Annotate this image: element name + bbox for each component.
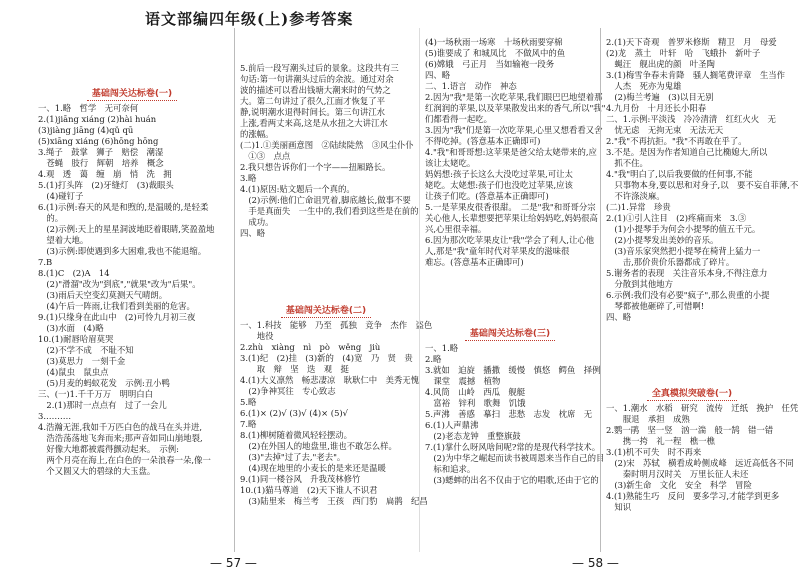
answer-line: 3.就如 迫旋 播撒 缓慢 慎悠 鳄鱼 择例 [425, 365, 601, 375]
answer-line: (5)xiāng xiáng (6)hōng hōng [38, 136, 159, 146]
answer-line: (5)谁要成了 和城凤比 不做风中的鱼 [425, 48, 566, 58]
answer-line: 浩浩荡荡地飞奔而来;那声音如同山崩地裂, [38, 433, 203, 443]
answer-line: 姥吃。太姥想:孩子们也没吃过苹果,应该 [425, 180, 573, 190]
answer-line: 手是真面失 一生中的,我们看到这些是在前的 [240, 206, 419, 216]
answer-line: (2)示例:天上的星星洞波地眨着眼睛,笑盈盈地 [38, 224, 215, 234]
answer-line: 2.(1)天下奇观 普罗米修斯 精卫 月 母爱 [606, 37, 777, 47]
answer-line: 四、略 [425, 70, 451, 80]
answer-line: (2)宋 苏轼 横看成岭侧成峰 远近高低各不同 [606, 458, 794, 468]
answer-line: 上涨,看两丈来高,这是从水扭之大讲江水 [240, 118, 388, 128]
column-4 [606, 0, 799, 576]
answer-line: 4.九月份 十月还长小阳春 [606, 103, 707, 113]
answer-line: 携一挎 礼一程 樵一樵 [606, 436, 715, 446]
answer-line: 分散到其他地方 [606, 279, 673, 289]
answer-line: 6.示例:我们没有必要"疯子",那么贵重的小提 [606, 290, 770, 300]
answer-line: 3.……… [38, 411, 72, 421]
answer-line: 妈妈想:孩子长这么大没吃过苹果,可让太 [425, 169, 573, 179]
answer-line: (3)示例:即使遇到多大困难,我也不能退缩。 [38, 246, 207, 256]
answer-line: (2)"滑溜"改为"到底","就果"改为"后果"。 [38, 279, 201, 289]
answer-line: 三、(一)1.千千万万 明明白白 [38, 389, 154, 399]
answer-line: 句话:第一句讲潮头过后的余波。通过对余 [240, 74, 394, 84]
answer-line: (4)一场秋雨一场寒 十场秋雨要穿棉 [425, 37, 563, 47]
answer-line: (3)水面 (4)略 [38, 323, 104, 333]
section-title-3: 基础闯关达标卷(三) [425, 326, 595, 341]
answer-line: 3.不是。是因为作者知道自己比椭媳大,所以 [606, 147, 768, 157]
answer-line: 2.因为"我"是第一次吃苹果,我们眼巴巴地望着那 [425, 92, 603, 102]
answer-line: 3.(1)纪 (2)挂 (3)新的 (4)宽 乃 贤 贵 [240, 353, 413, 363]
answer-line: 4."我"和哥哥想:这苹果是爸父给太姥带来的,应 [425, 147, 597, 157]
answer-line: (4)午后一阵雨,让我们看到美丽的危害。 [38, 301, 195, 311]
answer-line: 4.(1)熟能生巧 反问 要多学习,才能学到更多 [606, 491, 780, 501]
answer-line: 3.(1)梅雪争春未肯降 骚人搁笔费评章 生当作 [606, 70, 785, 80]
answer-line: 一、1.潮水 水稻 研究 流传 迁纸 挽护 任凭 [606, 403, 799, 413]
answer-line: 2.鹦一鹃 坚一竖 汹一湍 般一鹄 错一错 [606, 425, 774, 435]
page-title: 语文部编四年级(上)参考答案 [145, 10, 354, 28]
answer-line: 5.谢务者的表现 关注音乐本身,不得注意力 [606, 268, 768, 278]
answer-line: (3)陆里来 梅兰考 王孩 西门豹 扁鹊 纪昌 [240, 496, 428, 506]
answer-line: 难忘。(答意基本正确即可) [425, 257, 524, 267]
answer-line: (4)鼠虫 鼠虫点 [38, 367, 109, 377]
page-number-right: — 58 — [572, 556, 619, 570]
answer-line: 标和追求。 [425, 464, 476, 474]
answer-line: (3)雨后天空变幻莫测天气晴朗。 [38, 290, 168, 300]
answer-line: 击,那价贵价乐器都成了碎片。 [606, 257, 735, 267]
answer-line: 红润润的苹果,以及苹果散发出来的香气,所以"我" [425, 103, 606, 113]
answer-line: 四、略 [606, 312, 632, 322]
answer-line: 2.我只想告诉你们一个字——扭厢路长。 [240, 162, 391, 172]
answer-line: 苍蝇 肢行 辉朝 培养 概念 [38, 158, 164, 168]
answer-line: 6.因为那次吃苹果皮让"我"学会了利人,让心他 [425, 235, 595, 245]
answer-line: (2)不学不成 不耻不知 [38, 345, 134, 355]
answer-line: (3)jiàng jiāng (4)qǔ qū [38, 125, 134, 135]
answer-line: 让孩子们吃。(答意基本正确即可) [425, 191, 549, 201]
answer-line: 二、1.示例:平淡浅 冷冷清清 红红火火 无 [606, 114, 776, 124]
answer-line: (2)在外国人的地盘里,谁也不敢怎么样。 [240, 441, 397, 451]
answer-line: 3.因为"我"们是第一次吃苹果,心里又想看看又舍 [425, 125, 603, 135]
answer-line: 不得吃掉。(答意基本正确即可) [425, 136, 541, 146]
answer-line: 一、1.略 哲学 无可奈何 [38, 103, 139, 113]
answer-line: 3.绳子 鼓掌 狮子 赔偿 潮湿 [38, 147, 164, 157]
answer-line: (3)音乐家突然把小提琴在椅背上猛力一 [606, 246, 761, 256]
answer-line: 2.zhù xiàng nì pò wěng jiù [240, 342, 381, 352]
answer-line: 知识 [606, 502, 632, 512]
answer-line: ①③ 点点 [240, 151, 291, 161]
answer-line: (2)梅兰考遍 (3)以目无别 [606, 92, 714, 102]
answer-line: 忧无虑 无拘无束 无法无天 [606, 125, 724, 135]
answer-line: (3)新生命 文化 安全 科学 冒险 [606, 480, 752, 490]
answer-line: 该让太姥吃。 [425, 158, 476, 168]
answer-line: 7.略 [240, 419, 257, 429]
answer-line: 秦时明月汉时关 万里长征人未还 [606, 469, 749, 479]
answer-line: 5.(1)打头阵 (2)牙缝灯 (3)裁眼头 [38, 180, 174, 190]
answer-line: 6.(1)人声鼎沸 [425, 420, 479, 430]
answer-line: 4.观 透 蔼 缠 崩 悄 洗 拥 [38, 169, 172, 179]
answer-line: (2)争神冥往 专心致志 [240, 386, 336, 396]
answer-line: (3)"去掉"过了去,"老去"。 [240, 452, 346, 462]
answer-line: (2)龙 蒸土 叶轩 哈 飞蛾扑 新叶子 [606, 48, 761, 58]
answer-line: 波的描述可以看出钱塘大潮来时的气势之 [240, 85, 391, 95]
answer-line: 关心他人,长辈想要把苹果让给妈妈吃,妈妈很高 [425, 213, 598, 223]
answer-line: 取 辩 坚 迭 观 挺 [240, 364, 349, 374]
answer-line: 7.(1)掌什么呀风啥间呢?常的是现代科学技术。 [425, 442, 601, 452]
answer-line: 4.风筒 山岭 西瓜 舰艇 [425, 387, 526, 397]
answer-line: 课堂 震撼 植物 [425, 376, 501, 386]
section-title-4: 全真模拟突破卷(一) [606, 386, 778, 401]
section-title-1: 基础闯关达标卷(一) [38, 86, 226, 101]
answer-line: (二)1.异常 珍贵 [606, 202, 671, 212]
answer-line: 望着大地。 [38, 235, 89, 245]
column-1 [38, 0, 226, 576]
answer-line: 2.(1)那时一点点有 过了一会儿 [38, 400, 167, 410]
answer-line: 只事物本身,要以思和对身子,以 要不妄自菲薄,不 [606, 180, 799, 190]
answer-line: 2.(1)①引人注目 (2)疼痛而来 3.③ [606, 213, 747, 223]
answer-line: 3.略 [240, 173, 257, 183]
answer-line: (2)老态龙钟 重整旗鼓 [425, 431, 521, 441]
answer-line: 4.(1)原因:贴文题后一个真的。 [240, 184, 355, 194]
answer-line: 们都看得一起吃。 [425, 114, 492, 124]
answer-line: 兴,心里很幸福。 [425, 224, 487, 234]
answer-line: 地役 [240, 331, 274, 341]
answer-line: 二、1.语言 动作 神态 [425, 81, 517, 91]
answer-line: 4.(1)大义凛然 畅悲凄凉 耿耿仁中 美秀无愧 [240, 375, 419, 385]
answer-line: (2)为中华之崛起而读书被周恩来当作自己的目 [425, 453, 605, 463]
page-number-left: — 57 — [210, 556, 257, 570]
answer-line: 富裕 锌利 歌舞 饥饿 [425, 398, 526, 408]
answer-line: 3.(1)机不可失 时不再来 [606, 447, 702, 457]
answer-line: (6)嫦娥 弓正月 当如输袍一段务 [425, 59, 555, 69]
answer-line: 抓不住。 [606, 158, 648, 168]
answer-line: 静,说明潮水退得时间长。第三句讲江水 [240, 107, 386, 117]
page-gutter [419, 28, 420, 552]
column-divider [600, 28, 601, 552]
answer-line: 5.一是苹果皮很香很甜。 二是"我"和哥哥分宗 [425, 202, 596, 212]
answer-line: 7.B [38, 257, 53, 267]
answer-line: 一、1.略 [425, 343, 459, 353]
answer-line: (4)碰钉子 [38, 191, 84, 201]
answer-line: 4.浩瀚无涯,我如千万匹白色的战马在头并进, [38, 422, 203, 432]
answer-line: 9.(1)只缘身在此山中 (2)可怜九月初三夜 [38, 312, 196, 322]
answer-line: 不许涤淡麻。 [606, 191, 665, 201]
answer-line: 10.(1)猫马尊道 (2)天下谁人不识君 [240, 485, 378, 495]
answer-line: 2.略 [425, 354, 442, 364]
answer-line: (2)示例:他们亡命诅咒着,脚底越长,做事不要 [240, 195, 411, 205]
answer-line: 5.前后一段写潮头过后的景象。这段共有三 [240, 63, 399, 73]
answer-line: (5)月麦的蚂蚁花发 示例:丑小鸭 [38, 378, 170, 388]
answer-line: 琴都被他砸碎了,可惜啊! [606, 301, 705, 311]
answer-line: 2."我"不再抗拒。"我"不再敢在乎了。 [606, 136, 747, 146]
answer-line: 成功。 [240, 217, 274, 227]
answer-line: 四、略 [240, 228, 266, 238]
answer-line: 4."我"明白了,以后我要做的任何事,不能 [606, 169, 753, 179]
answer-line: 9.(1)同一楼谷风 升我茂林修竹 [240, 474, 361, 484]
answer-line: (3)蟋蟀的出名不仅由于它的唱歌,还由于它的 [425, 475, 599, 485]
answer-line: 蝇汪 舰出虎的颜 叶圣陶 [606, 59, 715, 69]
answer-line: 个又圆又大的碧绿的大玉盘。 [38, 466, 156, 476]
answer-line: 6.(1)× (2)√ (3)√ (4)× (5)√ [240, 408, 348, 418]
answer-line: 8.(1)C (2)A 14 [38, 268, 110, 278]
column-2 [240, 0, 433, 576]
answer-line: 好像大地都被震得颤动起来。 示例: [38, 444, 180, 454]
answer-line: (4)现在地里的小麦长的是来还是温暖 [240, 463, 386, 473]
answer-line: (2)小提琴发出美妙的音乐。 [606, 235, 719, 245]
answer-line: 5.略 [240, 397, 257, 407]
answer-line: 人,那是"我"童年时代对苹果皮的滋味很 [425, 246, 570, 256]
answer-line: 2.(1)jiāng xiáng (2)hài huán [38, 114, 157, 124]
answer-line: 一、1.科技 能够 乃至 孤独 竞争 杰作 盗色 [240, 320, 433, 330]
answer-line: 两个月亮在海上,在白色的一朵浪春一朵,像一 [38, 455, 211, 465]
answer-line: (1)小提琴手为何会小提琴的值五千元。 [606, 224, 761, 234]
answer-line: 的涨幅。 [240, 129, 274, 139]
column-divider [234, 28, 235, 552]
answer-line: 6.(1)示例:春天的风是和煦的,是温暖的,是轻柔 [38, 202, 209, 212]
answer-line: 的。 [38, 213, 64, 223]
answer-line: 5.声沸 善感 摹扫 悲愁 志发 枕席 无 [425, 409, 593, 419]
answer-line: 服退 承担 成熟 [606, 414, 690, 424]
answer-line: 大。第二句讲过了很久,江面才恢复了平 [240, 96, 386, 106]
answer-line: 10.(1)耐唇哈眉莫哭 [38, 334, 114, 344]
answer-line: 8.(1)柳树随着微风轻轻摆动。 [240, 430, 352, 440]
answer-line: (二)1.①美丽画意图 ②陆续陡然 ③风尘仆仆 [240, 140, 414, 150]
section-title-2: 基础闯关达标卷(二) [240, 303, 412, 318]
answer-line: 人杰 死亦为鬼雄 [606, 81, 682, 91]
answer-line: (3)莫思力 一刻千金 [38, 356, 126, 366]
